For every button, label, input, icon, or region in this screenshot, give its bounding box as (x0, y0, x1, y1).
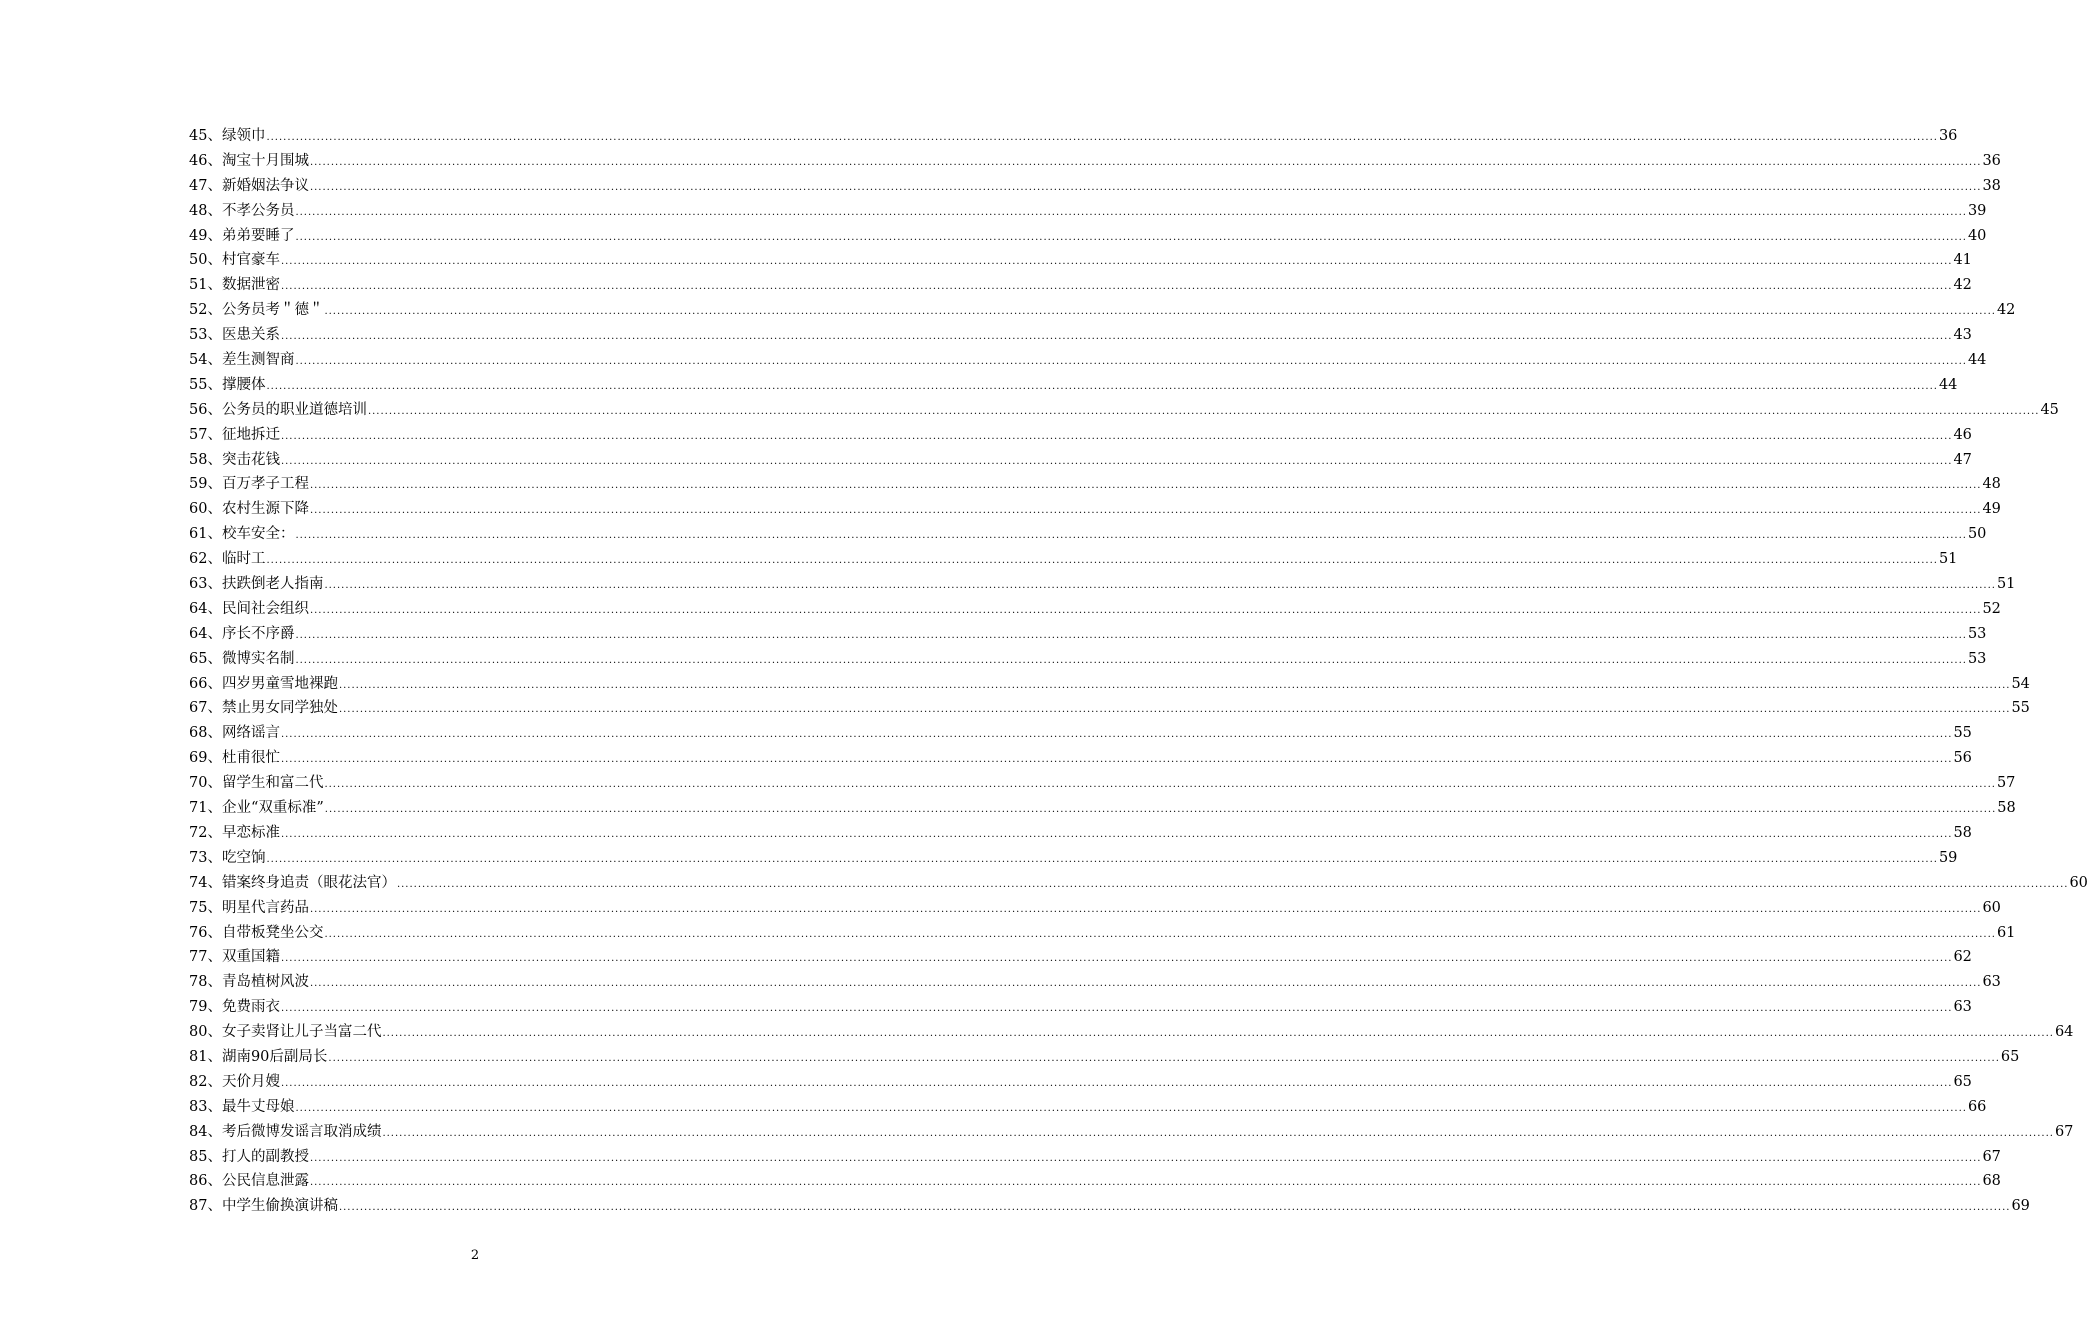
toc-entry-title: 76、自带板凳坐公交 (189, 924, 324, 941)
toc-entry[interactable] (189, 572, 2016, 597)
toc-entry-page: 63 (1953, 999, 1972, 1016)
toc-dot-leader: ................................................................................................................................................................................................................................................................................................................................................................................................................ (295, 231, 1967, 243)
toc-entry[interactable] (189, 323, 1972, 348)
toc-dot-leader: ................................................................................................................................................................................................................................................................................................................................................................................................................ (280, 256, 1953, 268)
toc-dot-leader: ................................................................................................................................................................................................................................................................................................................................................................................................................ (309, 181, 1982, 193)
toc-entry-title: 48、不孝公务员 (189, 202, 295, 219)
toc-entry-page: 51 (1996, 576, 2016, 593)
toc-entry-page: 59 (1938, 849, 1958, 866)
toc-dot-leader: ................................................................................................................................................................................................................................................................................................................................................................................................................ (324, 928, 1996, 940)
toc-entry-title: 59、百万孝子工程 (189, 476, 309, 493)
toc-entry[interactable] (189, 721, 1972, 746)
toc-entry-page: 45 (2040, 401, 2059, 418)
toc-entry-title: 50、村官豪车 (189, 252, 280, 269)
toc-dot-leader: ................................................................................................................................................................................................................................................................................................................................................................................................................ (280, 281, 1953, 293)
toc-entry-title: 80、女子卖肾让儿子当富二代 (189, 1024, 382, 1041)
toc-entry[interactable] (189, 273, 1972, 298)
toc-entry[interactable] (189, 921, 2016, 946)
toc-entry-page: 68 (1982, 1173, 2001, 1190)
toc-dot-leader: ................................................................................................................................................................................................................................................................................................................................................................................................................ (328, 1052, 2000, 1064)
toc-entry-title: 51、数据泄密 (189, 277, 280, 294)
toc-entry-title: 83、最牛丈母娘 (189, 1098, 295, 1115)
toc-dot-leader: ................................................................................................................................................................................................................................................................................................................................................................................................................ (280, 953, 1953, 965)
toc-entry-page: 49 (1982, 501, 2001, 518)
toc-entry-title: 84、考后微博发谣言取消成绩 (189, 1123, 382, 1140)
toc-entry-page: 69 (2011, 1198, 2030, 1215)
toc-dot-leader: ................................................................................................................................................................................................................................................................................................................................................................................................................ (295, 206, 1967, 218)
toc-dot-leader: ................................................................................................................................................................................................................................................................................................................................................................................................................ (309, 978, 1982, 990)
toc-dot-leader: ................................................................................................................................................................................................................................................................................................................................................................................................................ (367, 405, 2040, 417)
toc-entry-title: 64、序长不序爵 (189, 625, 295, 642)
toc-entry[interactable] (189, 149, 2001, 174)
toc-entry[interactable] (189, 199, 1987, 224)
toc-entry[interactable] (189, 423, 1972, 448)
toc-entry[interactable] (189, 746, 1972, 771)
toc-entry[interactable] (189, 846, 1958, 871)
toc-entry[interactable] (189, 398, 2059, 423)
toc-entry[interactable] (189, 622, 1987, 647)
toc-entry[interactable] (189, 298, 2016, 323)
toc-dot-leader: ................................................................................................................................................................................................................................................................................................................................................................................................................ (280, 729, 1953, 741)
toc-dot-leader: ................................................................................................................................................................................................................................................................................................................................................................................................................ (309, 480, 1982, 492)
toc-dot-leader: ................................................................................................................................................................................................................................................................................................................................................................................................................ (295, 654, 1967, 666)
toc-entry-page: 47 (1953, 451, 1972, 468)
toc-dot-leader: ................................................................................................................................................................................................................................................................................................................................................................................................................ (382, 1127, 2054, 1139)
toc-entry-title: 66、四岁男童雪地裸跑 (189, 675, 338, 692)
toc-entry-page: 46 (1953, 426, 1972, 443)
toc-entry[interactable] (189, 1095, 1987, 1120)
toc-dot-leader: ................................................................................................................................................................................................................................................................................................................................................................................................................ (295, 1102, 1967, 1114)
toc-entry[interactable] (189, 647, 1987, 672)
toc-dot-leader: ................................................................................................................................................................................................................................................................................................................................................................................................................ (338, 1202, 2011, 1214)
toc-entry[interactable] (189, 224, 1987, 249)
toc-entry-page: 52 (1982, 600, 2001, 617)
toc-entry-page: 40 (1967, 227, 1987, 244)
toc-dot-leader: ................................................................................................................................................................................................................................................................................................................................................................................................................ (396, 878, 2069, 890)
toc-entry-page: 36 (1938, 128, 1958, 144)
toc-entry[interactable] (189, 348, 1987, 373)
toc-entry-page: 62 (1953, 949, 1972, 966)
toc-entry[interactable] (189, 1120, 2074, 1145)
toc-entry-title: 61、校车安全： (189, 526, 295, 543)
toc-entry-title: 86、公民信息泄露 (189, 1173, 309, 1190)
toc-entry-title: 82、天价月嫂 (189, 1073, 280, 1090)
toc-entry[interactable] (189, 597, 2001, 622)
toc-dot-leader: ................................................................................................................................................................................................................................................................................................................................................................................................................ (280, 1077, 1953, 1089)
toc-entry-page: 55 (2011, 700, 2030, 717)
toc-entry-title: 68、网络谣言 (189, 725, 280, 742)
toc-entry-title: 54、差生测智商 (189, 352, 295, 369)
toc-entry-title: 79、免费雨衣 (189, 999, 280, 1016)
toc-entry-page: 66 (1967, 1098, 1987, 1115)
toc-entry-page: 44 (1967, 352, 1987, 369)
toc-dot-leader: ................................................................................................................................................................................................................................................................................................................................................................................................................ (338, 704, 2011, 716)
toc-entry[interactable] (189, 821, 1972, 846)
toc-entry[interactable] (189, 448, 1972, 473)
toc-entry[interactable] (189, 124, 1958, 149)
toc-entry[interactable] (189, 1020, 2074, 1045)
toc-entry-title: 75、明星代言药品 (189, 899, 309, 916)
toc-dot-leader: ................................................................................................................................................................................................................................................................................................................................................................................................................ (324, 804, 1997, 816)
toc-entry-page: 39 (1967, 202, 1987, 219)
toc-entry-title: 58、突击花钱 (189, 451, 280, 468)
toc-entry-page: 60 (2069, 874, 2088, 891)
toc-dot-leader: ................................................................................................................................................................................................................................................................................................................................................................................................................ (280, 331, 1953, 343)
toc-entry[interactable] (189, 945, 1972, 970)
toc-entry[interactable] (189, 1194, 2030, 1219)
toc-dot-leader: ................................................................................................................................................................................................................................................................................................................................................................................................................ (280, 828, 1953, 840)
toc-dot-leader: ................................................................................................................................................................................................................................................................................................................................................................................................................ (382, 1028, 2054, 1040)
toc-entry-page: 42 (1953, 277, 1972, 294)
toc-entry[interactable] (189, 373, 1958, 398)
toc-entry-page: 63 (1982, 974, 2001, 991)
toc-entry[interactable] (189, 174, 2001, 199)
toc-dot-leader: ................................................................................................................................................................................................................................................................................................................................................................................................................ (280, 455, 1953, 467)
toc-dot-leader: ................................................................................................................................................................................................................................................................................................................................................................................................................ (266, 853, 1938, 865)
toc-entry-title: 46、淘宝十月围城 (189, 152, 309, 169)
toc-entry[interactable] (189, 497, 2001, 522)
toc-dot-leader: ................................................................................................................................................................................................................................................................................................................................................................................................................ (324, 580, 1996, 592)
toc-entry[interactable] (189, 547, 1958, 572)
toc-dot-leader: ................................................................................................................................................................................................................................................................................................................................................................................................................ (338, 679, 2011, 691)
toc-dot-leader: ................................................................................................................................................................................................................................................................................................................................................................................................................ (280, 754, 1953, 766)
table-of-contents (189, 124, 2088, 1219)
toc-entry-title: 74、错案终身追责（眼花法官） (189, 874, 396, 891)
toc-entry[interactable] (189, 696, 2030, 721)
toc-entry[interactable] (189, 522, 1987, 547)
toc-entry-page: 44 (1938, 376, 1958, 393)
toc-entry-page: 36 (1982, 152, 2001, 169)
toc-entry-page: 55 (1953, 725, 1972, 742)
toc-dot-leader: ................................................................................................................................................................................................................................................................................................................................................................................................................ (309, 505, 1982, 517)
toc-entry-title: 85、打人的副教授 (189, 1148, 309, 1165)
toc-entry-title: 77、双重国籍 (189, 949, 280, 966)
toc-entry-page: 54 (2011, 675, 2030, 692)
toc-entry-page: 56 (1953, 750, 1972, 767)
toc-entry-title: 69、杜甫很忙 (189, 750, 280, 767)
toc-entry-page: 58 (1997, 800, 2016, 817)
toc-entry-title: 73、吃空饷 (189, 849, 266, 866)
toc-dot-leader: ................................................................................................................................................................................................................................................................................................................................................................................................................ (280, 1003, 1953, 1015)
toc-entry-title: 65、微博实名制 (189, 650, 295, 667)
toc-entry-page: 65 (2000, 1048, 2020, 1065)
toc-entry[interactable] (189, 896, 2001, 921)
toc-entry-title: 87、中学生偷换演讲稿 (189, 1198, 338, 1215)
toc-entry-page: 65 (1953, 1073, 1972, 1090)
toc-entry-title: 70、留学生和富二代 (189, 775, 324, 792)
toc-dot-leader: ................................................................................................................................................................................................................................................................................................................................................................................................................ (309, 156, 1982, 168)
toc-dot-leader: ................................................................................................................................................................................................................................................................................................................................................................................................................ (266, 555, 1938, 567)
toc-entry-title: 55、撑腰体 (189, 376, 266, 393)
toc-entry-page: 60 (1982, 899, 2001, 916)
toc-dot-leader: ................................................................................................................................................................................................................................................................................................................................................................................................................ (295, 629, 1967, 641)
toc-dot-leader: ................................................................................................................................................................................................................................................................................................................................................................................................................ (324, 779, 1996, 791)
toc-entry-title: 63、扶跌倒老人指南 (189, 576, 324, 593)
toc-entry[interactable] (189, 871, 2088, 896)
toc-entry-title: 62、临时工 (189, 551, 266, 568)
toc-entry-title: 81、湖南90后副局长 (189, 1048, 328, 1065)
toc-entry[interactable] (189, 1169, 2001, 1194)
toc-entry[interactable] (189, 1145, 2001, 1170)
toc-entry-title: 52、公务员考＂德＂ (189, 302, 324, 319)
toc-dot-leader: ................................................................................................................................................................................................................................................................................................................................................................................................................ (266, 132, 1938, 143)
toc-dot-leader: ................................................................................................................................................................................................................................................................................................................................................................................................................ (309, 604, 1982, 616)
toc-entry[interactable] (189, 796, 2016, 821)
toc-entry-title: 47、新婚姻法争议 (189, 177, 309, 194)
toc-entry[interactable] (189, 771, 2016, 796)
toc-dot-leader: ................................................................................................................................................................................................................................................................................................................................................................................................................ (309, 1177, 1982, 1189)
toc-entry[interactable] (189, 672, 2030, 697)
toc-entry-page: 41 (1953, 252, 1972, 269)
page-number: 2 (470, 1248, 480, 1263)
toc-entry-title: 53、医患关系 (189, 327, 280, 344)
toc-entry-page: 38 (1982, 177, 2001, 194)
toc-entry[interactable] (189, 1045, 2020, 1070)
toc-entry-page: 64 (2054, 1024, 2074, 1041)
toc-entry-page: 42 (1996, 302, 2016, 319)
toc-entry-title: 71、企业“双重标准” (189, 800, 324, 817)
toc-entry-page: 61 (1996, 924, 2016, 941)
toc-entry-title: 45、绿领巾 (189, 128, 266, 144)
toc-entry-page: 43 (1953, 327, 1972, 344)
toc-entry-title: 56、公务员的职业道德培训 (189, 401, 367, 418)
toc-dot-leader: ................................................................................................................................................................................................................................................................................................................................................................................................................ (280, 430, 1953, 442)
toc-dot-leader: ................................................................................................................................................................................................................................................................................................................................................................................................................ (309, 1152, 1982, 1164)
toc-entry-page: 57 (1996, 775, 2016, 792)
toc-entry-title: 78、青岛植树风波 (189, 974, 309, 991)
toc-entry-page: 53 (1967, 650, 1987, 667)
toc-dot-leader: ................................................................................................................................................................................................................................................................................................................................................................................................................ (324, 306, 1996, 318)
toc-entry-title: 57、征地拆迁 (189, 426, 280, 443)
toc-entry[interactable] (189, 970, 2001, 995)
toc-entry[interactable] (189, 995, 1972, 1020)
toc-entry-page: 67 (2054, 1123, 2074, 1140)
toc-entry-page: 67 (1982, 1148, 2001, 1165)
toc-entry-page: 53 (1967, 625, 1987, 642)
toc-entry[interactable] (189, 1070, 1972, 1095)
toc-entry-page: 50 (1967, 526, 1987, 543)
toc-dot-leader: ................................................................................................................................................................................................................................................................................................................................................................................................................ (266, 380, 1938, 392)
toc-entry[interactable] (189, 248, 1972, 273)
toc-entry-page: 58 (1953, 824, 1972, 841)
toc-entry-title: 64、民间社会组织 (189, 600, 309, 617)
toc-dot-leader: ................................................................................................................................................................................................................................................................................................................................................................................................................ (309, 903, 1982, 915)
toc-dot-leader: ................................................................................................................................................................................................................................................................................................................................................................................................................ (295, 530, 1967, 542)
toc-entry[interactable] (189, 472, 2001, 497)
toc-entry-title: 67、禁止男女同学独处 (189, 700, 338, 717)
toc-entry-page: 48 (1982, 476, 2001, 493)
toc-entry-title: 49、弟弟要睡了 (189, 227, 295, 244)
toc-entry-title: 60、农村生源下降 (189, 501, 309, 518)
toc-entry-page: 51 (1938, 551, 1958, 568)
toc-entry-title: 72、早恋标准 (189, 824, 280, 841)
toc-dot-leader: ................................................................................................................................................................................................................................................................................................................................................................................................................ (295, 356, 1967, 368)
